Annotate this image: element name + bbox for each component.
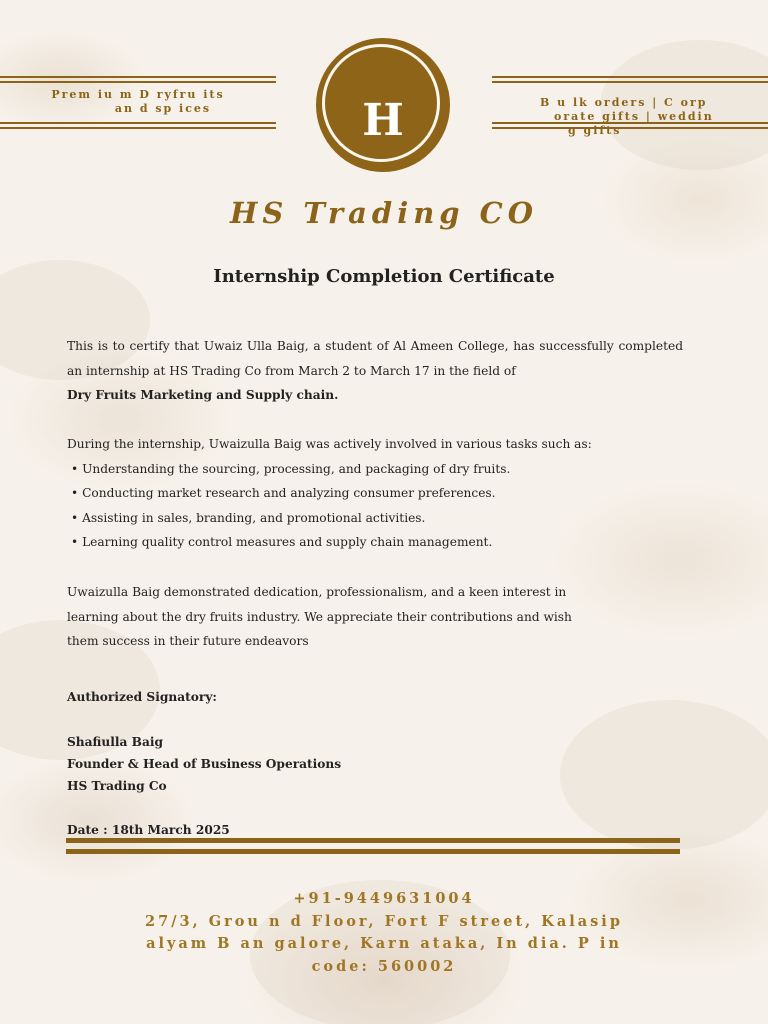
signatory-role: Founder & Head of Business Operations [67,757,342,771]
tagline-right [500,96,760,138]
certificate-paragraph-1 [67,334,683,408]
contact-footer [0,888,768,978]
paragraph-1-text: This is to certify that Uwaiz Ulla Baig, a student of Al Ameen College, has successfully completed an internship at HS Trading Co from March 2 to March 17 in the field of [67,339,683,378]
paragraph-3-line: Uwaizulla Baig demonstrated dedication, professionalism, and a keen interest in [67,585,567,599]
signatory-name: Shafiulla Baig [67,735,164,749]
contact-address-line: 27/3, Grou n d Floor, Fort F street, Kalasip [145,912,623,930]
tagline-left-line-2: an d sp ices [114,102,212,115]
task-text: Conducting market research and analyzing consumer preferences. [82,486,496,500]
logo-letter: H [362,95,404,146]
tagline-right-line-1: B u lk orders | C orp [540,96,708,109]
task-list-item: • Understanding the sourcing, processing, and packaging of dry fruits. [71,461,511,476]
paragraph-3-line: learning about the dry fruits industry. We appreciate their contributions and wish [67,609,572,624]
certificate-date: Date : 18th March 2025 [67,823,230,837]
tagline-right-line-2: orate gifts | weddin [554,110,714,123]
paragraph-2-intro: During the internship, Uwaizulla Baig was actively involved in various tasks such as: [67,437,592,451]
tagline-left [10,88,266,116]
internship-field: Dry Fruits Marketing and Supply chain. [67,388,339,402]
task-list-item: • Learning quality control measures and supply chain management. [71,535,493,549]
tagline-left-line-1: Prem iu m D ryfru its [51,88,225,101]
task-text: Learning quality control measures and supply chain management. [82,535,493,549]
certificate-paragraph-3 [67,580,683,654]
footer-rule-bottom [66,849,680,854]
footer-rule-top [66,838,680,843]
header-rule-left-top2 [0,81,276,83]
contact-phone: +91-9449631004 [293,890,475,907]
header-rule-right-top [492,76,768,78]
header-rule-right-top2 [492,81,768,83]
signatory-company: HS Trading Co [67,779,167,793]
task-text: Understanding the sourcing, processing, and packaging of dry fruits. [82,461,511,476]
paragraph-3-line: them success in their future endeavors [67,634,309,648]
signatory-label: Authorized Signatory: [67,690,217,704]
task-list-item: • Conducting market research and analyzing consumer preferences. [71,486,496,500]
brand-logo [316,38,450,172]
header-rule-left-bottom [0,122,276,124]
header-rule-left-bottom2 [0,127,276,129]
task-text: Assisting in sales, branding, and promotional activities. [82,510,426,525]
contact-address-line: code: 560002 [311,957,457,975]
certificate-title: Internship Completion Certificate [213,266,555,287]
contact-address-line: alyam B an galore, Karn ataka, In dia. P in [146,935,622,952]
task-list-item: • Assisting in sales, branding, and promotional activities. [71,510,426,525]
certificate-paragraph-2 [67,432,683,555]
company-name: HS Trading CO [229,196,539,230]
tagline-right-line-3: g gifts [568,124,622,137]
header-rule-left-top [0,76,276,78]
